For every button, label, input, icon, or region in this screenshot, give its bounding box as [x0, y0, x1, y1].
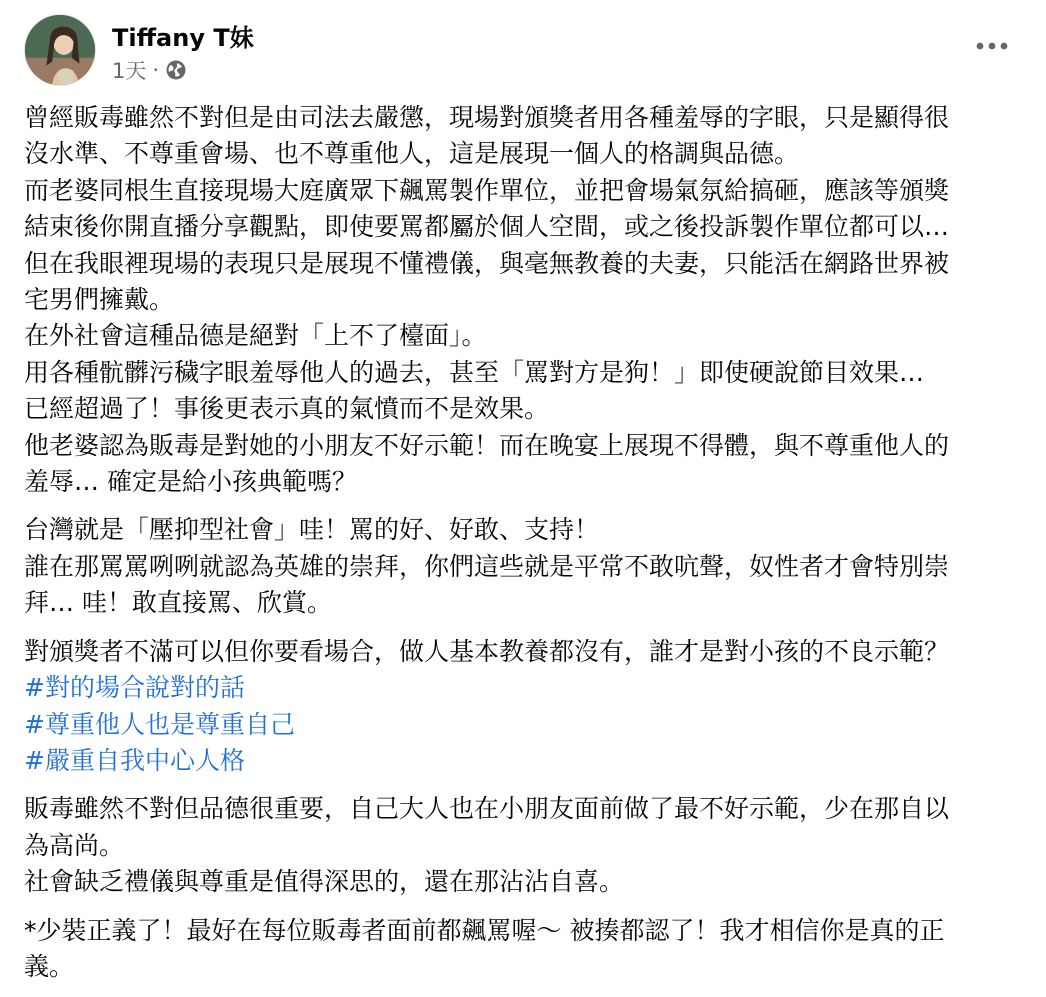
author-name[interactable]: Tiffany T妹	[112, 24, 254, 52]
meta-separator: ·	[152, 58, 160, 82]
post-meta	[112, 56, 187, 84]
text-line: 而老婆同根生直接現場大庭廣眾下飆罵製作單位，並把會場氣氛給搞砸，應該等頒獎	[24, 175, 950, 205]
hashtag-link[interactable]: #嚴重自我中心人格	[24, 745, 245, 775]
paragraph-1	[24, 100, 1024, 500]
globe-icon[interactable]	[165, 59, 187, 81]
text-line: 但在我眼裡現場的表現只是展現不懂禮儀，與毫無教養的夫妻，只能活在網路世界被	[24, 248, 950, 278]
paragraph-2	[24, 512, 1024, 621]
text-line: 為高尚。	[24, 830, 125, 860]
text-line: 誰在那罵罵咧咧就認為英雄的崇拜，你們這些就是平常不敢吭聲，奴性者才會特別崇	[24, 551, 950, 581]
more-options-button[interactable]	[974, 34, 1010, 58]
hashtag-link[interactable]: #尊重他人也是尊重自己	[24, 709, 295, 739]
text-line: 沒水準、不尊重會場、也不尊重他人，這是展現一個人的格調與品德。	[24, 139, 800, 169]
text-line: *少裝正義了！最好在每位販毒者面前都飆罵喔～ 被揍都認了！我才相信你是真的正	[24, 915, 945, 945]
avatar-photo	[25, 15, 95, 85]
text-line: 已經超過了！事後更表示真的氣憤而不是效果。	[24, 394, 550, 424]
text-line: 拜… 哇！敢直接罵、欣賞。	[24, 588, 332, 618]
more-horizontal-icon	[974, 41, 1010, 51]
text-line: 曾經販毒雖然不對但是由司法去嚴懲，現場對頒獎者用各種羞辱的字眼，只是顯得很	[24, 103, 950, 132]
post-time[interactable]: 1天	[112, 59, 147, 83]
author-avatar[interactable]	[24, 14, 96, 86]
post-body	[24, 100, 1024, 997]
hashtag-link[interactable]: #對的場合說對的話	[24, 673, 245, 703]
text-line: 社會缺乏禮儀與尊重是值得深思的，還在那沾沾自喜。	[24, 867, 625, 897]
text-line: 用各種骯髒污穢字眼羞辱他人的過去，甚至「罵對方是狗！」即使硬說節目效果…	[24, 357, 925, 387]
text-line: 販毒雖然不對但品德很重要，自己大人也在小朋友面前做了最不好示範，少在那自以	[24, 794, 950, 824]
text-line: 結束後你開直播分享觀點，即使要罵都屬於個人空間，或之後投訴製作單位都可以…	[24, 212, 950, 242]
text-line: 宅男們擁戴。	[24, 285, 175, 315]
text-line: 台灣就是「壓抑型社會」哇！罵的好、好敢、支持！	[24, 515, 600, 545]
text-line: 他老婆認為販毒是對她的小朋友不好示範！而在晚宴上展現不得體，與不尊重他人的	[24, 430, 950, 460]
text-line: 對頒獎者不滿可以但你要看場合，做人基本教養都沒有，誰才是對小孩的不良示範？	[24, 636, 950, 666]
text-line: 義。	[24, 951, 75, 981]
paragraph-4	[24, 791, 1024, 900]
paragraph-5	[24, 913, 1024, 986]
text-line: 羞辱… 確定是給小孩典範嗎？	[24, 467, 357, 497]
text-line: 在外社會這種品德是絕對「上不了檯面」。	[24, 321, 487, 351]
post-header	[24, 14, 1022, 88]
paragraph-3	[24, 634, 1024, 780]
